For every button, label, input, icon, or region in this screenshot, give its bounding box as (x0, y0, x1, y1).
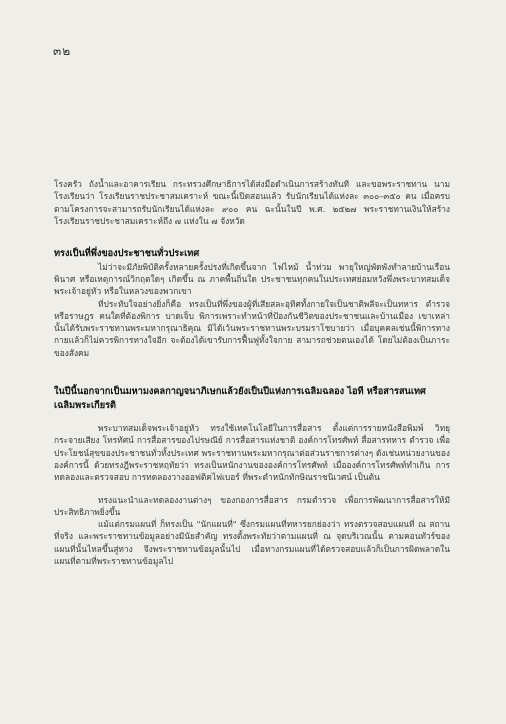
page-content (54, 178, 450, 567)
section2-paragraph: พระบาทสมเด็จพระเจ้าอยู่หัว ทรงใช้เทคโนโลยีในการสื่อสาร ตั้งแต่การรายหนังสือพิมพ์ วิทยุกระจายเสียง โทรทัศน์ การสื่อสารของไปรษณีย์ การสื่อสารแห่งชาติ องค์การโทรศัพท์ สื่อสารทหาร ตำรวจ เพื่อประโยชน์สุขของประชาชนทั่วทั้งประเทศ พระราชทานพระมหากรุณาต่อส่วนราชการต่างๆ ดังเช่นหน่วยงานขององค์การนี้ ด้วยทรงฎีพระราชหฤทัยว่า ทรงเป็นหนักงานขององค์การโทรศัพท์ เมื่อองค์การโทรศัพท์ทำเกิน การทดลองและตรวจสอบ การทดลองวางออฟติคไฟเบอร์ ที่พระตำหนักทักษิณราชนิเวศน์ เป็นต้น (54, 423, 450, 483)
section-heading-it-celebration: ในปีนี้นอกจากเป็นมหามงคลกาญจนาภิเษกแล้วยังเป็นปีแห่งการเฉลิมฉลอง ไอที หรือสารสนเทศเฉลิมพระเกียรติ (54, 386, 426, 411)
section1-paragraph: ไม่ว่าจะมีภัยพิบัติครั้งหลายครั้งปรงที่เกิดขึ้นจาก ไฟไหม้ น้ำท่วม พายุใหญ่พัดพังทำลายบ้านเรือนพินาศ หรือเหตุการณ์วิกฤตใดๆ เกิดขึ้น ณ ภาคพื้นถิ่นใด ประชาชนทุกคนในประเทศย่อมหวังพึ่งพระบาทสมเด็จพระเจ้าอยู่หัว หรือในหลวงของพวกเขา (54, 261, 450, 297)
page-number: ๓๒ (53, 44, 72, 58)
section2-paragraph: ทรงแนะนำและทดลองงานต่างๆ ของกองการสื่อสาร กรมตำรวจ เพื่อการพัฒนาการสื่อสารให้มีประสิทธิภาพยิ่งขึ้น (54, 494, 450, 517)
intro-paragraph: โรงครัว ถังน้ำและอาคารเรียน กระทรวงศึกษาธิการได้ส่งมือดำเนินการสร้างทันที และขอพระราชทาน นามโรงเรียนว่า โรงเรียนราชประชาสมเคราะห์ ขณะนี้เปิดสอนแล้ว รับนักเรียนได้แห่งละ ๓๐๐–๓๕๐ คน เมื่อครบตามโครงการจะสามารถรับนักเรียนได้แห่งละ ๙๐๐ คน ฉะนั้นในปี พ.ศ. ๒๕๒๗ พระราชทานเงินให้สร้างโรงเรียนราชประชาสมเคราะห์ถึง ๗ แห่งใน ๗ จังหวัด (54, 179, 450, 226)
section1-paragraph: ที่ประทับใจอย่างยิ่งก็คือ ทรงเป็นที่พึ่งของผู้ที่เสียสละอุทิศทั้งกายใจเป็นชาติพลีจะเป็นทหาร ตำรวจ หรือราษฎร คนใดที่ต้องพิการ บาดเจ็บ พิการเพราะทำหน้าที่ป้องกันชีวิตของประชาชนและบ้านเมือง เขาเหล่านั้นได้รับพระราชทานพระมหากรุณาธิคุณ มิได้เว้นพระราชทานพระบรมราโชบายว่า เมื่อบุคคลเช่นนี้พิการทางกายแล้วก็ไม่ควรพิการทางใจอีก จะต้องได้เขารับการฟื้นฟูทั้งใจกาย สามารถช่วยตนเองได้ โดยไม่ต้องเป็นภาระของสังคม (54, 298, 450, 358)
section2-paragraph: แม้แต่กรมแผนที่ ก็ทรงเป็น "นักแผนที่" ซึ่งกรมแผนที่ทหารยกย่องว่า ทรงตรวจสอบแผนที่ ณ สถานที่จริง และพระราชทานข้อมูลอย่างมีนัยสำคัญ ทรงตั้งพระทัยว่าตามแผนที่ ณ จุดบริเวณนั้น ตามคอนทัวร์ของแผนที่นั้นไหลขึ้นสู่ทาง จึงพระราชทานข้อมูลนั้นไป เมื่อทางกรมแผนที่ได้ตรวจสอบแล้วก็เป็นการผิดพลาดในแผนที่ตามที่พระราชทานข้อมูลไป (54, 519, 450, 567)
section-heading-public-refuge: ทรงเป็นที่พึ่งของประชาชนทั่วประเทศ (54, 248, 200, 260)
